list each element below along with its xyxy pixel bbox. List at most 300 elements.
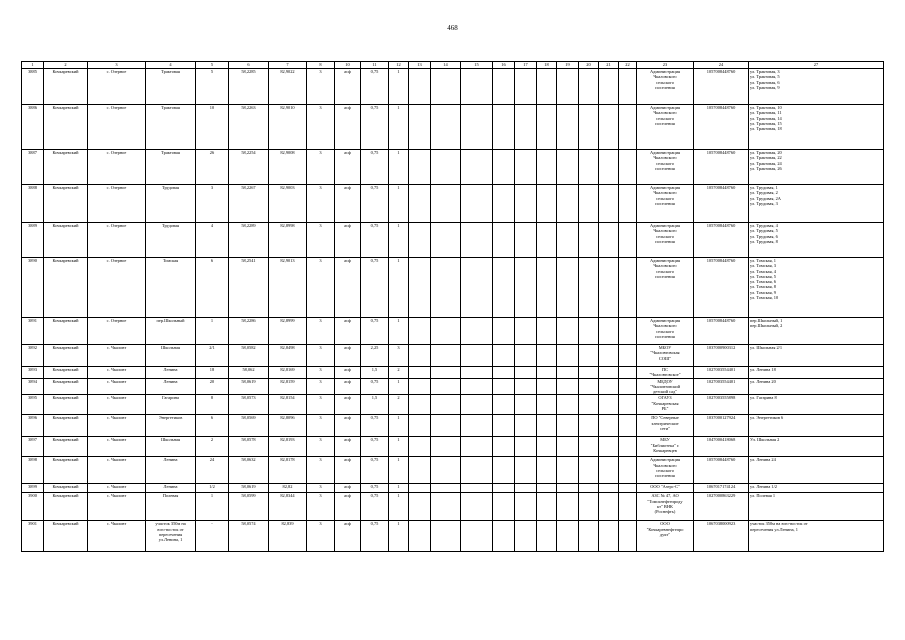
table-cell: [515, 521, 537, 552]
table-cell: 58,0599: [229, 493, 269, 521]
table-cell: Администрация Чкаловского сельского поселения: [637, 457, 694, 484]
table-cell: [619, 367, 637, 379]
table-cell: 1: [389, 457, 409, 484]
table-cell: 0,75: [361, 105, 389, 150]
table-cell: с. Чкаловт: [88, 457, 146, 484]
table-cell: 3896: [22, 415, 44, 437]
table-cell: [619, 258, 637, 318]
table-cell: [493, 223, 515, 258]
table-cell: [537, 345, 557, 367]
table-cell: [409, 493, 431, 521]
table-cell: 3892: [22, 345, 44, 367]
table-cell: [461, 493, 493, 521]
table-cell: 3886: [22, 105, 44, 150]
table-cell: 1037000127924: [694, 415, 749, 437]
table-cell: с. Чкаловт: [88, 437, 146, 457]
table-cell: МБДОУ "Чкаловтовский детский сад": [637, 378, 694, 395]
column-header: 17: [515, 62, 537, 69]
table-cell: Администрация Чкаловского сельского поселения: [637, 69, 694, 105]
table-row: [22, 318, 884, 345]
table-cell: 3: [307, 105, 335, 150]
table-cell: [557, 521, 579, 552]
table-cell: [557, 484, 579, 493]
header-row: [22, 62, 884, 69]
table-cell: [409, 258, 431, 318]
table-cell: [619, 415, 637, 437]
table-cell: 10: [196, 105, 229, 150]
table-cell: 3900: [22, 493, 44, 521]
table-cell: 1057008448760: [694, 105, 749, 150]
table-cell: 82,8154: [269, 395, 307, 415]
table-cell: асф: [335, 223, 361, 258]
table-cell: [537, 378, 557, 395]
table-cell: ул. Ленина 1/2: [749, 484, 884, 493]
table-cell: [431, 457, 461, 484]
table-cell: [461, 345, 493, 367]
table-cell: Кочкаревский: [44, 484, 88, 493]
table-cell: 3: [307, 457, 335, 484]
table-cell: 3895: [22, 395, 44, 415]
table-cell: [537, 223, 557, 258]
table-cell: [599, 437, 619, 457]
table-cell: 6: [196, 415, 229, 437]
table-row: [22, 345, 884, 367]
table-cell: [493, 69, 515, 105]
table-cell: 1027003554401: [694, 378, 749, 395]
table-cell: 82,9013: [269, 258, 307, 318]
table-cell: 1,5: [361, 367, 389, 379]
table-cell: [619, 223, 637, 258]
table-cell: [619, 437, 637, 457]
table-row: [22, 223, 884, 258]
table-cell: [619, 150, 637, 185]
table-cell: Администрация Чкаловского сельского поселения: [637, 318, 694, 345]
table-cell: 3: [307, 415, 335, 437]
table-cell: [515, 258, 537, 318]
table-cell: [431, 378, 461, 395]
table-cell: [515, 437, 537, 457]
table-cell: Администрация Чкаловского сельского поселения: [637, 105, 694, 150]
column-header: 16: [493, 62, 515, 69]
table-cell: [619, 378, 637, 395]
table-cell: [579, 521, 599, 552]
table-cell: 3: [307, 258, 335, 318]
table-cell: [537, 367, 557, 379]
table-cell: [579, 105, 599, 150]
table-cell: Кочкаревский: [44, 521, 88, 552]
table-cell: 82,9022: [269, 69, 307, 105]
table-row: [22, 185, 884, 223]
table-cell: асф: [335, 185, 361, 223]
table-body: [22, 69, 884, 552]
table-cell: 58,2267: [229, 185, 269, 223]
table-cell: 82,9010: [269, 105, 307, 150]
table-cell: 82,8498: [269, 345, 307, 367]
table-cell: [431, 318, 461, 345]
table-cell: пер.Школьный, 1 пер.Школьный, 2: [749, 318, 884, 345]
table-cell: ул. Полевая 1: [749, 493, 884, 521]
table-cell: Кочкаревский: [44, 457, 88, 484]
table-cell: 3: [307, 223, 335, 258]
table-cell: [409, 223, 431, 258]
table-cell: [619, 493, 637, 521]
table-cell: 82,8159: [269, 378, 307, 395]
table-cell: [493, 437, 515, 457]
table-cell: 58,0573: [229, 395, 269, 415]
table-cell: с. Чкаловт: [88, 378, 146, 395]
table-cell: 0,75: [361, 258, 389, 318]
table-cell: 1057008448760: [694, 150, 749, 185]
table-cell: [619, 345, 637, 367]
table-cell: с. Озерное: [88, 318, 146, 345]
table-cell: [431, 105, 461, 150]
table-cell: [409, 484, 431, 493]
table-cell: [599, 521, 619, 552]
table-cell: асф: [335, 437, 361, 457]
table-cell: [431, 258, 461, 318]
table-cell: асф: [335, 457, 361, 484]
table-cell: 3: [307, 493, 335, 521]
table-cell: [461, 185, 493, 223]
table-cell: 3: [307, 318, 335, 345]
table-cell: [461, 521, 493, 552]
table-cell: Трактовая: [146, 105, 196, 150]
table-cell: Трактовая: [146, 150, 196, 185]
table-cell: [599, 69, 619, 105]
table-cell: Кочкаревский: [44, 437, 88, 457]
table-cell: [493, 484, 515, 493]
table-cell: 58,0569: [229, 415, 269, 437]
table-cell: 1: [389, 185, 409, 223]
table-cell: [493, 415, 515, 437]
table-cell: [557, 258, 579, 318]
table-cell: ул. Энергетиков 6: [749, 415, 884, 437]
table-cell: с. Озерное: [88, 223, 146, 258]
table-cell: [493, 105, 515, 150]
table-cell: [619, 395, 637, 415]
table-cell: с. Чкаловт: [88, 395, 146, 415]
table-cell: [493, 493, 515, 521]
table-cell: [599, 395, 619, 415]
table-cell: 3: [196, 185, 229, 223]
table-cell: 3: [307, 185, 335, 223]
table-cell: 3901: [22, 521, 44, 552]
table-cell: 3891: [22, 318, 44, 345]
table-cell: асф: [335, 258, 361, 318]
table-cell: [579, 258, 599, 318]
table-cell: 8: [196, 395, 229, 415]
table-cell: [579, 318, 599, 345]
table-cell: асф: [335, 69, 361, 105]
table-cell: Ленина: [146, 378, 196, 395]
table-cell: [599, 318, 619, 345]
table-row: [22, 521, 884, 552]
table-cell: [515, 395, 537, 415]
table-cell: 0,75: [361, 318, 389, 345]
table-cell: 0,75: [361, 378, 389, 395]
table-cell: [557, 367, 579, 379]
table-cell: [461, 69, 493, 105]
column-header: 10: [335, 62, 361, 69]
table-cell: 0,75: [361, 415, 389, 437]
column-header: 7: [269, 62, 307, 69]
table-cell: [579, 150, 599, 185]
table-cell: 24: [196, 457, 229, 484]
table-cell: 3: [307, 150, 335, 185]
table-row: [22, 437, 884, 457]
table-cell: 58,062: [229, 367, 269, 379]
table-cell: 58,2263: [229, 105, 269, 150]
table-cell: 1: [389, 484, 409, 493]
table-cell: [493, 345, 515, 367]
table-cell: [599, 223, 619, 258]
table-cell: 2/1: [196, 345, 229, 367]
table-cell: ул. Ленина 20: [749, 378, 884, 395]
table-cell: [461, 395, 493, 415]
table-cell: 58,2254: [229, 150, 269, 185]
table-row: [22, 457, 884, 484]
column-header: 20: [579, 62, 599, 69]
table-cell: 58,0632: [229, 457, 269, 484]
table-cell: [409, 69, 431, 105]
table-row: [22, 484, 884, 493]
table-cell: 58,0582: [229, 345, 269, 367]
table-cell: [493, 521, 515, 552]
table-cell: [537, 150, 557, 185]
column-header: 23: [637, 62, 694, 69]
table-cell: [431, 437, 461, 457]
table-cell: 2: [389, 367, 409, 379]
column-header: 4: [146, 62, 196, 69]
table-cell: Кочкаревский: [44, 493, 88, 521]
table-cell: 1067017174124: [694, 484, 749, 493]
table-cell: 3: [307, 437, 335, 457]
table-cell: [599, 367, 619, 379]
table-cell: [599, 345, 619, 367]
column-header: 13: [409, 62, 431, 69]
table-cell: с. Чкаловт: [88, 484, 146, 493]
table-cell: [599, 415, 619, 437]
table-cell: пер.Школьный: [146, 318, 196, 345]
table-row: [22, 69, 884, 105]
table-cell: [537, 484, 557, 493]
table-cell: ООО "Азерс-С": [637, 484, 694, 493]
table-cell: [493, 378, 515, 395]
column-header: 3: [88, 62, 146, 69]
table-cell: 3: [307, 378, 335, 395]
table-cell: [515, 493, 537, 521]
column-header: 18: [537, 62, 557, 69]
table-cell: [537, 69, 557, 105]
table-cell: 82,8998: [269, 223, 307, 258]
table-cell: [515, 345, 537, 367]
table-cell: [515, 150, 537, 185]
table-cell: 3893: [22, 367, 44, 379]
table-cell: Ленина: [146, 457, 196, 484]
table-cell: [557, 378, 579, 395]
page-number: 468: [447, 24, 458, 32]
table-cell: [599, 378, 619, 395]
table-cell: Кочкаревский: [44, 185, 88, 223]
table-cell: [537, 493, 557, 521]
table-cell: [493, 395, 515, 415]
table-cell: асф: [335, 367, 361, 379]
table-cell: [537, 415, 557, 437]
table-cell: [461, 367, 493, 379]
table-cell: асф: [335, 484, 361, 493]
table-cell: [579, 395, 599, 415]
table-cell: [409, 378, 431, 395]
table-cell: Кочкаревский: [44, 258, 88, 318]
column-header: 14: [431, 62, 461, 69]
table-cell: 1: [389, 318, 409, 345]
table-cell: [557, 415, 579, 437]
table-cell: Ул. Школьная 2: [749, 437, 884, 457]
table-cell: 3894: [22, 378, 44, 395]
table-cell: [537, 521, 557, 552]
table-cell: 82,8193: [269, 437, 307, 457]
table-cell: 1057008448760: [694, 69, 749, 105]
table-row: [22, 258, 884, 318]
table-cell: 82,82: [269, 484, 307, 493]
table-cell: [579, 69, 599, 105]
table-cell: 1067038000923: [694, 521, 749, 552]
table-cell: 1057008448760: [694, 258, 749, 318]
table-cell: [515, 69, 537, 105]
table-cell: 3: [307, 484, 335, 493]
table-cell: [493, 258, 515, 318]
table-cell: [493, 457, 515, 484]
table-cell: Ленина: [146, 484, 196, 493]
table-cell: 1: [389, 493, 409, 521]
table-cell: -: [196, 521, 229, 552]
table-cell: 3898: [22, 457, 44, 484]
table-cell: с. Озерное: [88, 69, 146, 105]
table-cell: Кочкаревский: [44, 105, 88, 150]
column-header: 6: [229, 62, 269, 69]
table-cell: 1: [389, 258, 409, 318]
table-cell: 58,0619: [229, 484, 269, 493]
table-cell: 20: [196, 378, 229, 395]
table-cell: Администрация Чкаловского сельского поселения: [637, 258, 694, 318]
table-cell: [515, 378, 537, 395]
table-cell: [537, 318, 557, 345]
table-cell: [493, 367, 515, 379]
table-cell: [579, 378, 599, 395]
table-cell: ПС "Чкаловтовское": [637, 367, 694, 379]
table-cell: ул. Ленина 24: [749, 457, 884, 484]
table-cell: 3888: [22, 185, 44, 223]
table-cell: 3: [307, 367, 335, 379]
table-cell: [431, 395, 461, 415]
table-cell: 1057008448760: [694, 223, 749, 258]
table-cell: [557, 493, 579, 521]
table-cell: [431, 150, 461, 185]
table-cell: [599, 457, 619, 484]
table-cell: [409, 318, 431, 345]
table-row: [22, 415, 884, 437]
table-cell: [537, 457, 557, 484]
table-cell: 82,8178: [269, 457, 307, 484]
table-cell: [557, 105, 579, 150]
table-cell: [431, 367, 461, 379]
table-cell: 0,75: [361, 185, 389, 223]
table-cell: с. Чкаловт: [88, 521, 146, 552]
column-header: 11: [361, 62, 389, 69]
table-cell: [599, 150, 619, 185]
table-row: [22, 378, 884, 395]
table-cell: [579, 367, 599, 379]
table-cell: 0,75: [361, 521, 389, 552]
table-cell: ул. Трактовая, 3 ул. Трактовая, 5 ул. Трактовая, 6 ул. Трактовая, 9: [749, 69, 884, 105]
table-cell: [493, 185, 515, 223]
table-cell: с. Озерное: [88, 105, 146, 150]
table-cell: [579, 415, 599, 437]
table-cell: [431, 223, 461, 258]
registry-table: [21, 61, 884, 552]
table-cell: ОГАУЗ "Кочкаревская РБ": [637, 395, 694, 415]
table-cell: 3889: [22, 223, 44, 258]
table-cell: [409, 105, 431, 150]
table-cell: Администрация Чкаловского сельского поселения: [637, 185, 694, 223]
table-cell: 3899: [22, 484, 44, 493]
table-cell: Энергетиков: [146, 415, 196, 437]
table-cell: с. Чкаловт: [88, 345, 146, 367]
table-cell: [409, 185, 431, 223]
table-cell: [515, 484, 537, 493]
table-cell: 3: [307, 395, 335, 415]
table-cell: [579, 185, 599, 223]
table-cell: Школьная: [146, 437, 196, 457]
table-cell: 1: [389, 223, 409, 258]
table-cell: 58,0619: [229, 378, 269, 395]
table-cell: [431, 493, 461, 521]
table-cell: 58,2286: [229, 318, 269, 345]
table-cell: 3: [307, 69, 335, 105]
table-cell: 1027003555898: [694, 395, 749, 415]
table-cell: 58,2541: [229, 258, 269, 318]
table-cell: [431, 484, 461, 493]
table-cell: 3885: [22, 69, 44, 105]
table-cell: [619, 521, 637, 552]
table-cell: [409, 521, 431, 552]
table-cell: ООО "Кочкаревнефтепро дукт": [637, 521, 694, 552]
table-cell: [515, 367, 537, 379]
table-cell: [537, 437, 557, 457]
table-cell: [493, 318, 515, 345]
table-cell: [461, 318, 493, 345]
table-cell: [461, 258, 493, 318]
table-cell: 0,75: [361, 223, 389, 258]
table-cell: 1: [389, 415, 409, 437]
table-cell: 82,8096: [269, 415, 307, 437]
table-cell: 58,2289: [229, 223, 269, 258]
table-cell: [579, 345, 599, 367]
table-cell: МБОУ "Чкаловтовская СОШ": [637, 345, 694, 367]
column-header: 21: [599, 62, 619, 69]
table-cell: участок 350м на юго-восток от пересечения ул.Ленина, 1: [749, 521, 884, 552]
table-cell: 1/2: [196, 484, 229, 493]
table-cell: [461, 223, 493, 258]
table-cell: [599, 258, 619, 318]
table-cell: [599, 493, 619, 521]
table-cell: [431, 345, 461, 367]
table-cell: [461, 457, 493, 484]
table-cell: 6: [196, 258, 229, 318]
table-cell: [409, 345, 431, 367]
table-cell: ул. Ленина 18: [749, 367, 884, 379]
table-cell: 82,9008: [269, 150, 307, 185]
